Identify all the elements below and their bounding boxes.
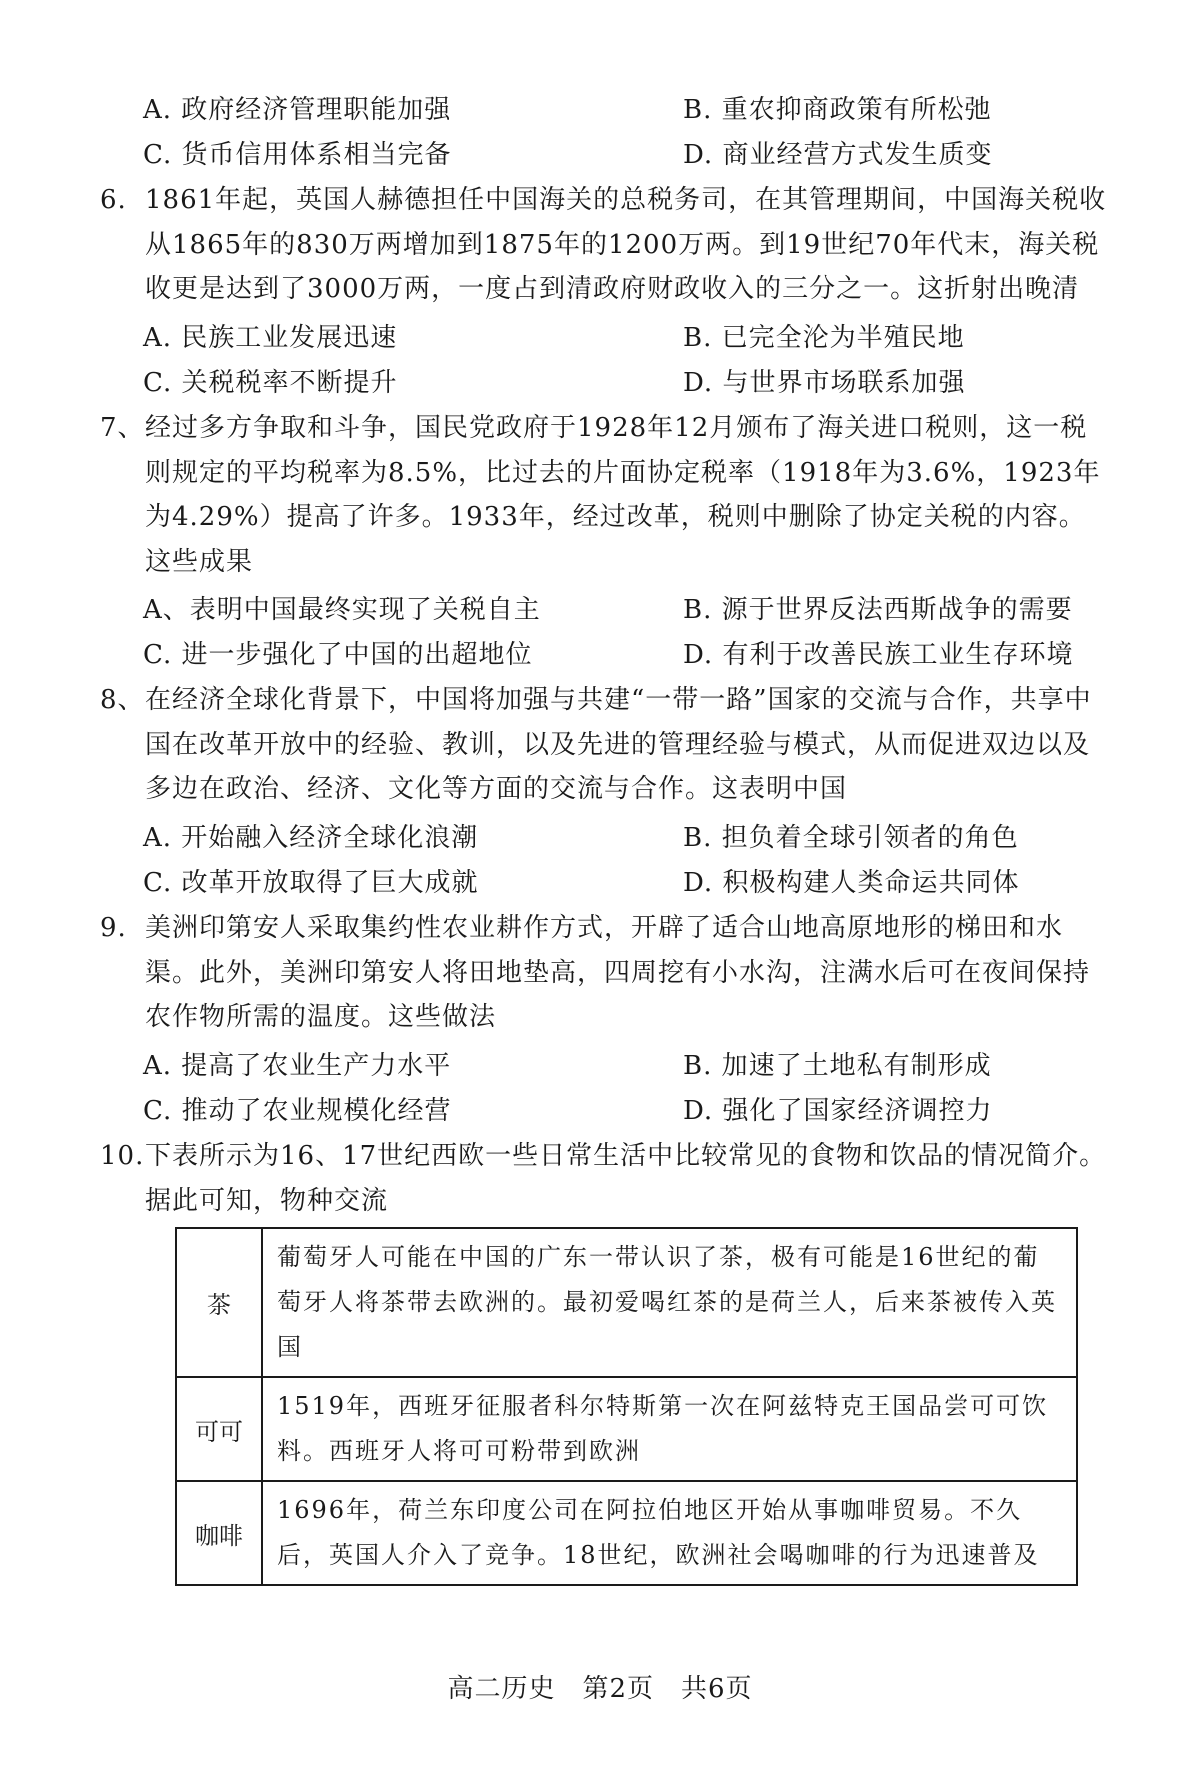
species-exchange-table	[175, 1227, 1078, 1586]
q5-option-c: C. 货币信用体系相当完备	[143, 140, 452, 170]
q9-option-a: A. 提高了农业生产力水平	[143, 1051, 452, 1081]
question-7	[100, 406, 1110, 584]
q7-option-a: A、表明中国最终实现了关税自主	[143, 595, 541, 625]
table-cell-item: 咖啡	[176, 1481, 262, 1585]
q5-option-b: B. 重农抑商政策有所松弛	[683, 95, 992, 125]
q6-option-b: B. 已完全沦为半殖民地	[683, 323, 965, 353]
table-cell-item: 可可	[176, 1377, 262, 1481]
table-cell-desc: 1696年，荷兰东印度公司在阿拉伯地区开始从事咖啡贸易。不久后，英国人介入了竞争。18世纪，欧洲社会喝咖啡的行为迅速普及	[262, 1481, 1077, 1585]
q8-option-b: B. 担负着全球引领者的角色	[683, 823, 1019, 853]
page-footer: 高二历史 第2页 共6页	[447, 1674, 753, 1704]
q6-option-d: D. 与世界市场联系加强	[683, 368, 966, 398]
question-8	[100, 678, 1110, 812]
table-cell-item: 茶	[176, 1228, 262, 1377]
table-row	[176, 1377, 1077, 1481]
q6-option-c: C. 关税税率不断提升	[143, 368, 398, 398]
question-stem: 下表所示为16、17世纪西欧一些日常生活中比较常见的食物和饮品的情况简介。据此可知，物种交流	[145, 1141, 1107, 1216]
question-stem: 美洲印第安人采取集约性农业耕作方式，开辟了适合山地高原地形的梯田和水渠。此外，美洲印第安人将田地垫高，四周挖有小水沟，注满水后可在夜间保持农作物所需的温度。这些做法	[145, 913, 1091, 1032]
q7-option-d: D. 有利于改善民族工业生存环境	[683, 640, 1074, 670]
question-number: 7、	[100, 413, 145, 443]
q5-option-d: D. 商业经营方式发生质变	[683, 140, 993, 170]
table-cell-desc: 1519年，西班牙征服者科尔特斯第一次在阿兹特克王国品尝可可饮料。西班牙人将可可粉带到欧洲	[262, 1377, 1077, 1481]
question-number: 10.	[100, 1141, 145, 1171]
q5-option-a: A. 政府经济管理职能加强	[143, 95, 452, 125]
question-10	[100, 1134, 1110, 1223]
question-stem: 经过多方争取和斗争，国民党政府于1928年12月颁布了海关进口税则，这一税则规定的平均税率为8.5%，比过去的片面协定税率（1918年为3.6%，1923年为4.29%）提高了许多。1933年，经过改革，税则中删除了协定关税的内容。这些成果	[145, 413, 1101, 577]
q8-option-d: D. 积极构建人类命运共同体	[683, 868, 1020, 898]
q9-option-b: B. 加速了土地私有制形成	[683, 1051, 992, 1081]
question-number: 9.	[100, 913, 127, 943]
question-6	[100, 178, 1110, 312]
question-stem: 在经济全球化背景下，中国将加强与共建“一带一路”国家的交流与合作，共享中国在改革开放中的经验、教训，以及先进的管理经验与模式，从而促进双边以及多边在政治、经济、文化等方面的交流与合作。这表明中国	[145, 685, 1092, 804]
table-row	[176, 1228, 1077, 1377]
table-row	[176, 1481, 1077, 1585]
question-9	[100, 906, 1110, 1040]
table-cell-desc: 葡萄牙人可能在中国的广东一带认识了茶，极有可能是16世纪的葡萄牙人将茶带去欧洲的。最初爱喝红茶的是荷兰人，后来茶被传入英国	[262, 1228, 1077, 1377]
q9-option-d: D. 强化了国家经济调控力	[683, 1096, 993, 1126]
q7-option-c: C. 进一步强化了中国的出超地位	[143, 640, 533, 670]
q9-option-c: C. 推动了农业规模化经营	[143, 1096, 452, 1126]
question-stem: 1861年起，英国人赫德担任中国海关的总税务司，在其管理期间，中国海关税收从1865年的830万两增加到1875年的1200万两。到19世纪70年代末，海关税收更是达到了3000万两，一度占到清政府财政收入的三分之一。这折射出晚清	[145, 185, 1107, 304]
q8-option-a: A. 开始融入经济全球化浪潮	[143, 823, 479, 853]
q6-option-a: A. 民族工业发展迅速	[143, 323, 398, 353]
question-number: 6.	[100, 185, 127, 215]
q7-option-b: B. 源于世界反法西斯战争的需要	[683, 595, 1073, 625]
q8-option-c: C. 改革开放取得了巨大成就	[143, 868, 479, 898]
question-number: 8、	[100, 685, 145, 715]
